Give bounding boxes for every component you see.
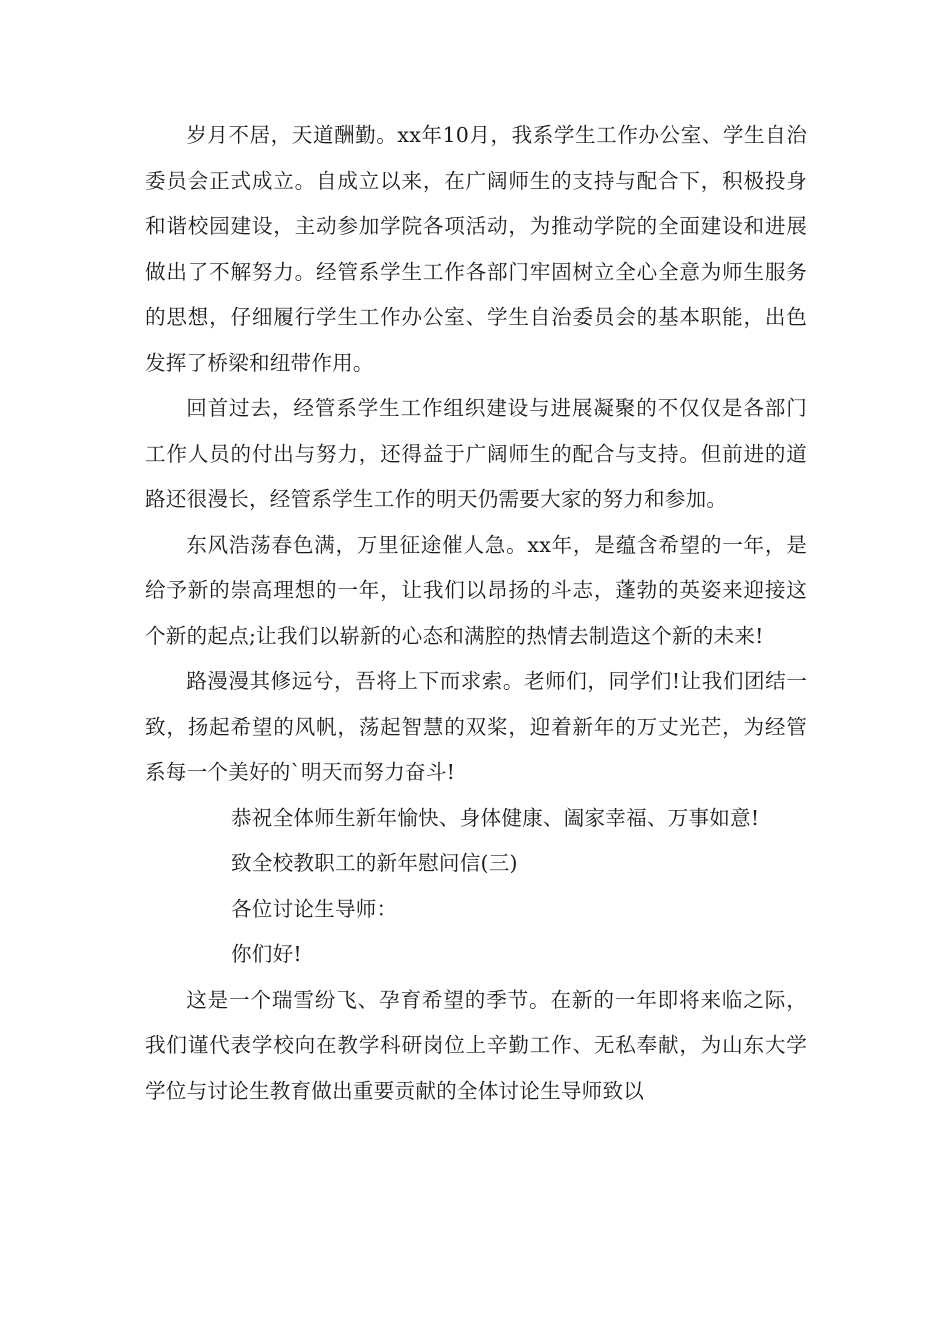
- paragraph-letter-opening: 这是一个瑞雪纷飞、孕育希望的季节。在新的一年即将来临之际，我们谨代表学校向在教学科研岗位上辛勤工作、无私奉献，为山东大学学位与讨论生教育做出重要贡献的全体讨论生导师致以: [145, 987, 807, 1103]
- greeting: 你们好!: [231, 942, 302, 966]
- salutation: 各位讨论生导师：: [231, 896, 398, 921]
- closing-wish: 恭祝全体师生新年愉快、身体健康、阖家幸福、万事如意!: [231, 805, 760, 830]
- paragraph-new-year: 东风浩荡春色满，万里征途催人急。xx年，是蕴含希望的一年，是给予新的崇高理想的一年，让我们以昂扬的斗志，蓬勃的英姿来迎接这个新的起点;让我们以崭新的心态和满腔的热情去制造这个新的未来!: [145, 532, 807, 648]
- document-body: [145, 113, 807, 1114]
- letter-title: 致全校教职工的新年慰问信(三): [231, 851, 518, 875]
- paragraph-founding: 岁月不居，天道酬勤。xx年10月，我系学生工作办公室、学生自治委员会正式成立。自成立以来，在广阔师生的支持与配合下，积极投身和谐校园建设，主动参加学院各项活动，为推动学院的全面建设和进展做出了不解努力。经管系学生工作各部门牢固树立全心全意为师生服务的思想，仔细履行学生工作办公室、学生自治委员会的基本职能，出色发挥了桥梁和纽带作用。: [145, 123, 807, 375]
- paragraph-exhortation: 路漫漫其修远兮，吾将上下而求索。老师们，同学们!让我们团结一致，扬起希望的风帆，荡起智慧的双桨，迎着新年的万丈光芒，为经管系每一个美好的`明天而努力奋斗!: [145, 669, 807, 784]
- paragraph-review: 回首过去，经管系学生工作组织建设与进展凝聚的不仅仅是各部门工作人员的付出与努力，还得益于广阔师生的配合与支持。但前进的道路还很漫长，经管系学生工作的明天仍需要大家的努力和参加。: [145, 396, 807, 511]
